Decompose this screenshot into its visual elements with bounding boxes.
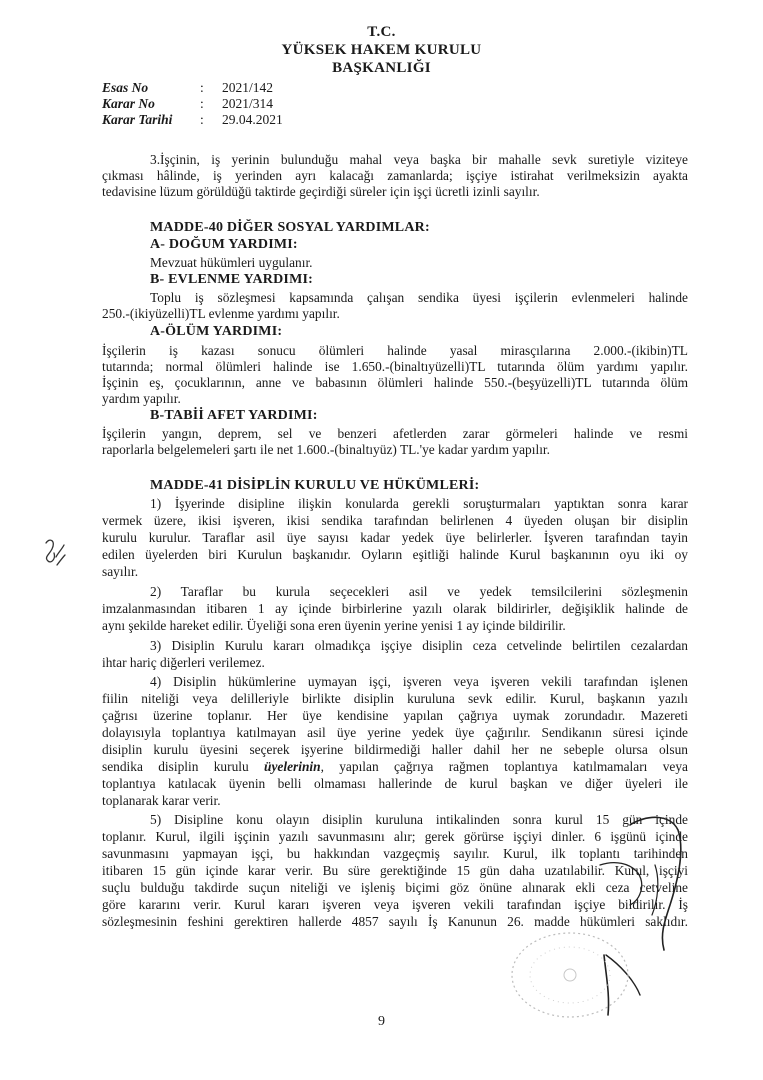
m41-p1-line-4: edilen üyelerden biri Kurulun başkanıdır. Oyların eşitliği halinde Kurul başkanının oyu iki oy [102,547,688,562]
m41-p4-line-6-a: sendika disiplin kurulu [102,759,265,774]
tarih-value: 29.04.2021 [222,112,283,127]
m41-p4-line-6 [102,759,688,775]
p3-line-2: çıkması hâlinde, iş yerinden ayrı kalacağı zamanlarda; işçiye istirahat verilmeksizin ayakta [102,168,688,183]
karar-colon: : [200,96,204,111]
dogum-yardimi-text: Mevzuat hükümleri uygulanır. [150,255,313,270]
m41-p4-line-6-emphasis: üyelerinin [264,759,321,774]
m41-p1-line-5: sayılır. [102,564,139,579]
m41-p2-line-3: aynı şekilde hareket edilir. Üyeliği sona eren üyenin yerine yenisi 1 ay içinde bildirilir. [102,618,566,633]
m41-p2-line-2: imzalanmasından itibaren 1 ay içinde birbirlerine yazılı olarak bildirirler, değişiklik halinde de [102,601,688,616]
olum-line-4: yardım yapılır. [102,391,181,406]
page-number: 9 [378,1014,385,1029]
m41-p5-line-5: suçlu bulduğu takdirde suçun niteliği ve işleniş biçimi göz önüne alınarak ekli ceza cetveline [102,880,688,895]
esas-value: 2021/142 [222,80,274,95]
m41-p4-line-2: fiilin niteliği veya delilleriyle birlikte disiplin kuruluna sevk edilir. Kurul, başkanın yazılı [102,691,688,706]
evlenme-line-1: Toplu iş sözleşmesi kapsamında çalışan sendika üyesi işçilerin evlenmeleri halinde [150,290,688,305]
m41-p4-line-6-c: , yapılan çağrıya rağmen toplantıya katılmamaları veya [320,759,688,774]
m41-p4-line-7: toplantıya katılacak üyenin belli olmaması hallerinde de kurul başkan ve diğer üyeleri ile [102,776,688,791]
madde-40-title: MADDE-40 DİĞER SOSYAL YARDIMLAR: [150,220,430,235]
m41-p5-line-1: 5) Disipline konu olayın disiplin kuruluna intikalinden sonra kurul 15 gün içinde [150,812,688,827]
esas-label: Esas No [102,80,149,95]
header-tc: T.C. [367,24,396,40]
olum-yardimi-title: A-ÖLÜM YARDIMI: [150,324,283,339]
m41-p2-line-1: 2) Taraflar bu kurula seçecekleri asil ve yedek temsilcilerini sözleşmenin [150,584,688,599]
header-institution: YÜKSEK HAKEM KURULU [281,42,482,58]
olum-line-3: İşçinin eş, çocuklarının, anne ve babasının ölümleri halinde 550.-(beşyüzelli)TL tutarında ölüm [102,375,688,390]
evlenme-line-2: 250.-(ikiyüzelli)TL evlenme yardımı yapılır. [102,306,340,321]
m41-p5-line-4: itibaren 15 gün içinde karar verir. Bu süre gerektiğinde 15 gün daha uzatılabilir. Kurul, işçiyi [102,863,688,878]
m41-p4-line-4: dolayısıyla toplantıya katılmayan asil üye yerine yedek üye çağırılır. Sendikanın süresi içinde [102,725,688,740]
tarih-label: Karar Tarihi [102,112,173,127]
madde-41-title: MADDE-41 DİSİPLİN KURULU VE HÜKÜMLERİ: [150,478,480,493]
m41-p4-line-1: 4) Disiplin hükümlerine uymayan işçi, işveren veya işveren vekili tarafından işlenen [150,674,688,689]
m41-p5-line-2: toplanır. Kurul, ilgili işçinin yazılı savunmasını alır; gerek görürse işçiyi dinler. 6 işgünü içinde [102,829,688,844]
afet-yardimi-title: B-TABİİ AFET YARDIMI: [150,408,318,423]
p3-line-3: tedavisine lüzum görüldüğü taktirde geçirdiği süreler için işçi ücretli izinli sayılır. [102,184,540,199]
olum-line-1: İşçilerin iş kazası sonucu ölümleri halinde yasal mirasçılarına 2.000.-(ikibin)TL [102,343,688,358]
header-department: BAŞKANLIĞI [332,60,431,76]
handwritten-initial-mark [40,535,68,569]
m41-p5-line-6: göre kararını verir. Kurul kararı işveren veya işveren vekili tarafından işçiye bildirilir. İş [102,897,688,912]
karar-value: 2021/314 [222,96,274,111]
tarih-colon: : [200,112,204,127]
m41-p4-line-8: toplanarak karar verir. [102,793,221,808]
afet-line-1: İşçilerin yangın, deprem, sel ve benzeri afetlerden zarar görmeleri halinde ve resmi [102,426,688,441]
olum-line-2: tutarında; normal ölümleri halinde ise 1.650.-(binaltıyüzelli)TL tutarında ölüm yardımı yapılır. [102,359,688,374]
p3-line-1: 3.İşçinin, iş yerinin bulunduğu mahal veya başka bir mahalle sevk suretiyle viziteye [150,152,688,167]
afet-line-2: raporlarla belgelemeleri şartı ile net 1.600.-(binaltıyüz) TL.'ye kadar yardım yapılır. [102,442,550,457]
m41-p1-line-2: vermek üzere, ikisi işveren, ikisi sendika tarafından belirlenen 4 üyeden oluşan bir disiplin [102,513,688,528]
stamp-impression [505,925,635,1025]
m41-p3-line-2: ihtar hariç diğerleri verilemez. [102,655,265,670]
karar-label: Karar No [102,96,155,111]
m41-p1-line-3: kurulu kurulur. Taraflar asil üye sayısı kadar yedek üye belirlerler. İşveren tarafından tayin [102,530,688,545]
dogum-yardimi-title: A- DOĞUM YARDIMI: [150,237,298,252]
m41-p3-line-1: 3) Disiplin Kurulu kararı olmadıkça işçiye disiplin ceza cetvelinde belirtilen cezalardan [150,638,688,653]
m41-p4-line-3: çağrısı üzerine toplanır. Her üye kendisine yapılan çağrıya uymak zorundadır. Mazereti [102,708,688,723]
m41-p5-line-7: sözleşmesinin feshini gerektiren hallerde 4857 sayılı İş Kanunun 26. madde hükümleri saklıdır. [102,914,688,929]
evlenme-yardimi-title: B- EVLENME YARDIMI: [150,272,313,287]
m41-p4-line-5: disiplin kurulu üyesini seçerek işyerine bildirmediği haller dahil her ne sebeple olursa olsun [102,742,688,757]
m41-p1-line-1: 1) İşyerinde disipline ilişkin konularda gerekli soruşturmaları yaptıktan sonra karar [150,496,688,511]
esas-colon: : [200,80,204,95]
m41-p5-line-3: savunmasını yapmayan işçi, bu hakkından vazgeçmiş sayılır. Kurul, ilk toplantı tarihinden [102,846,688,861]
